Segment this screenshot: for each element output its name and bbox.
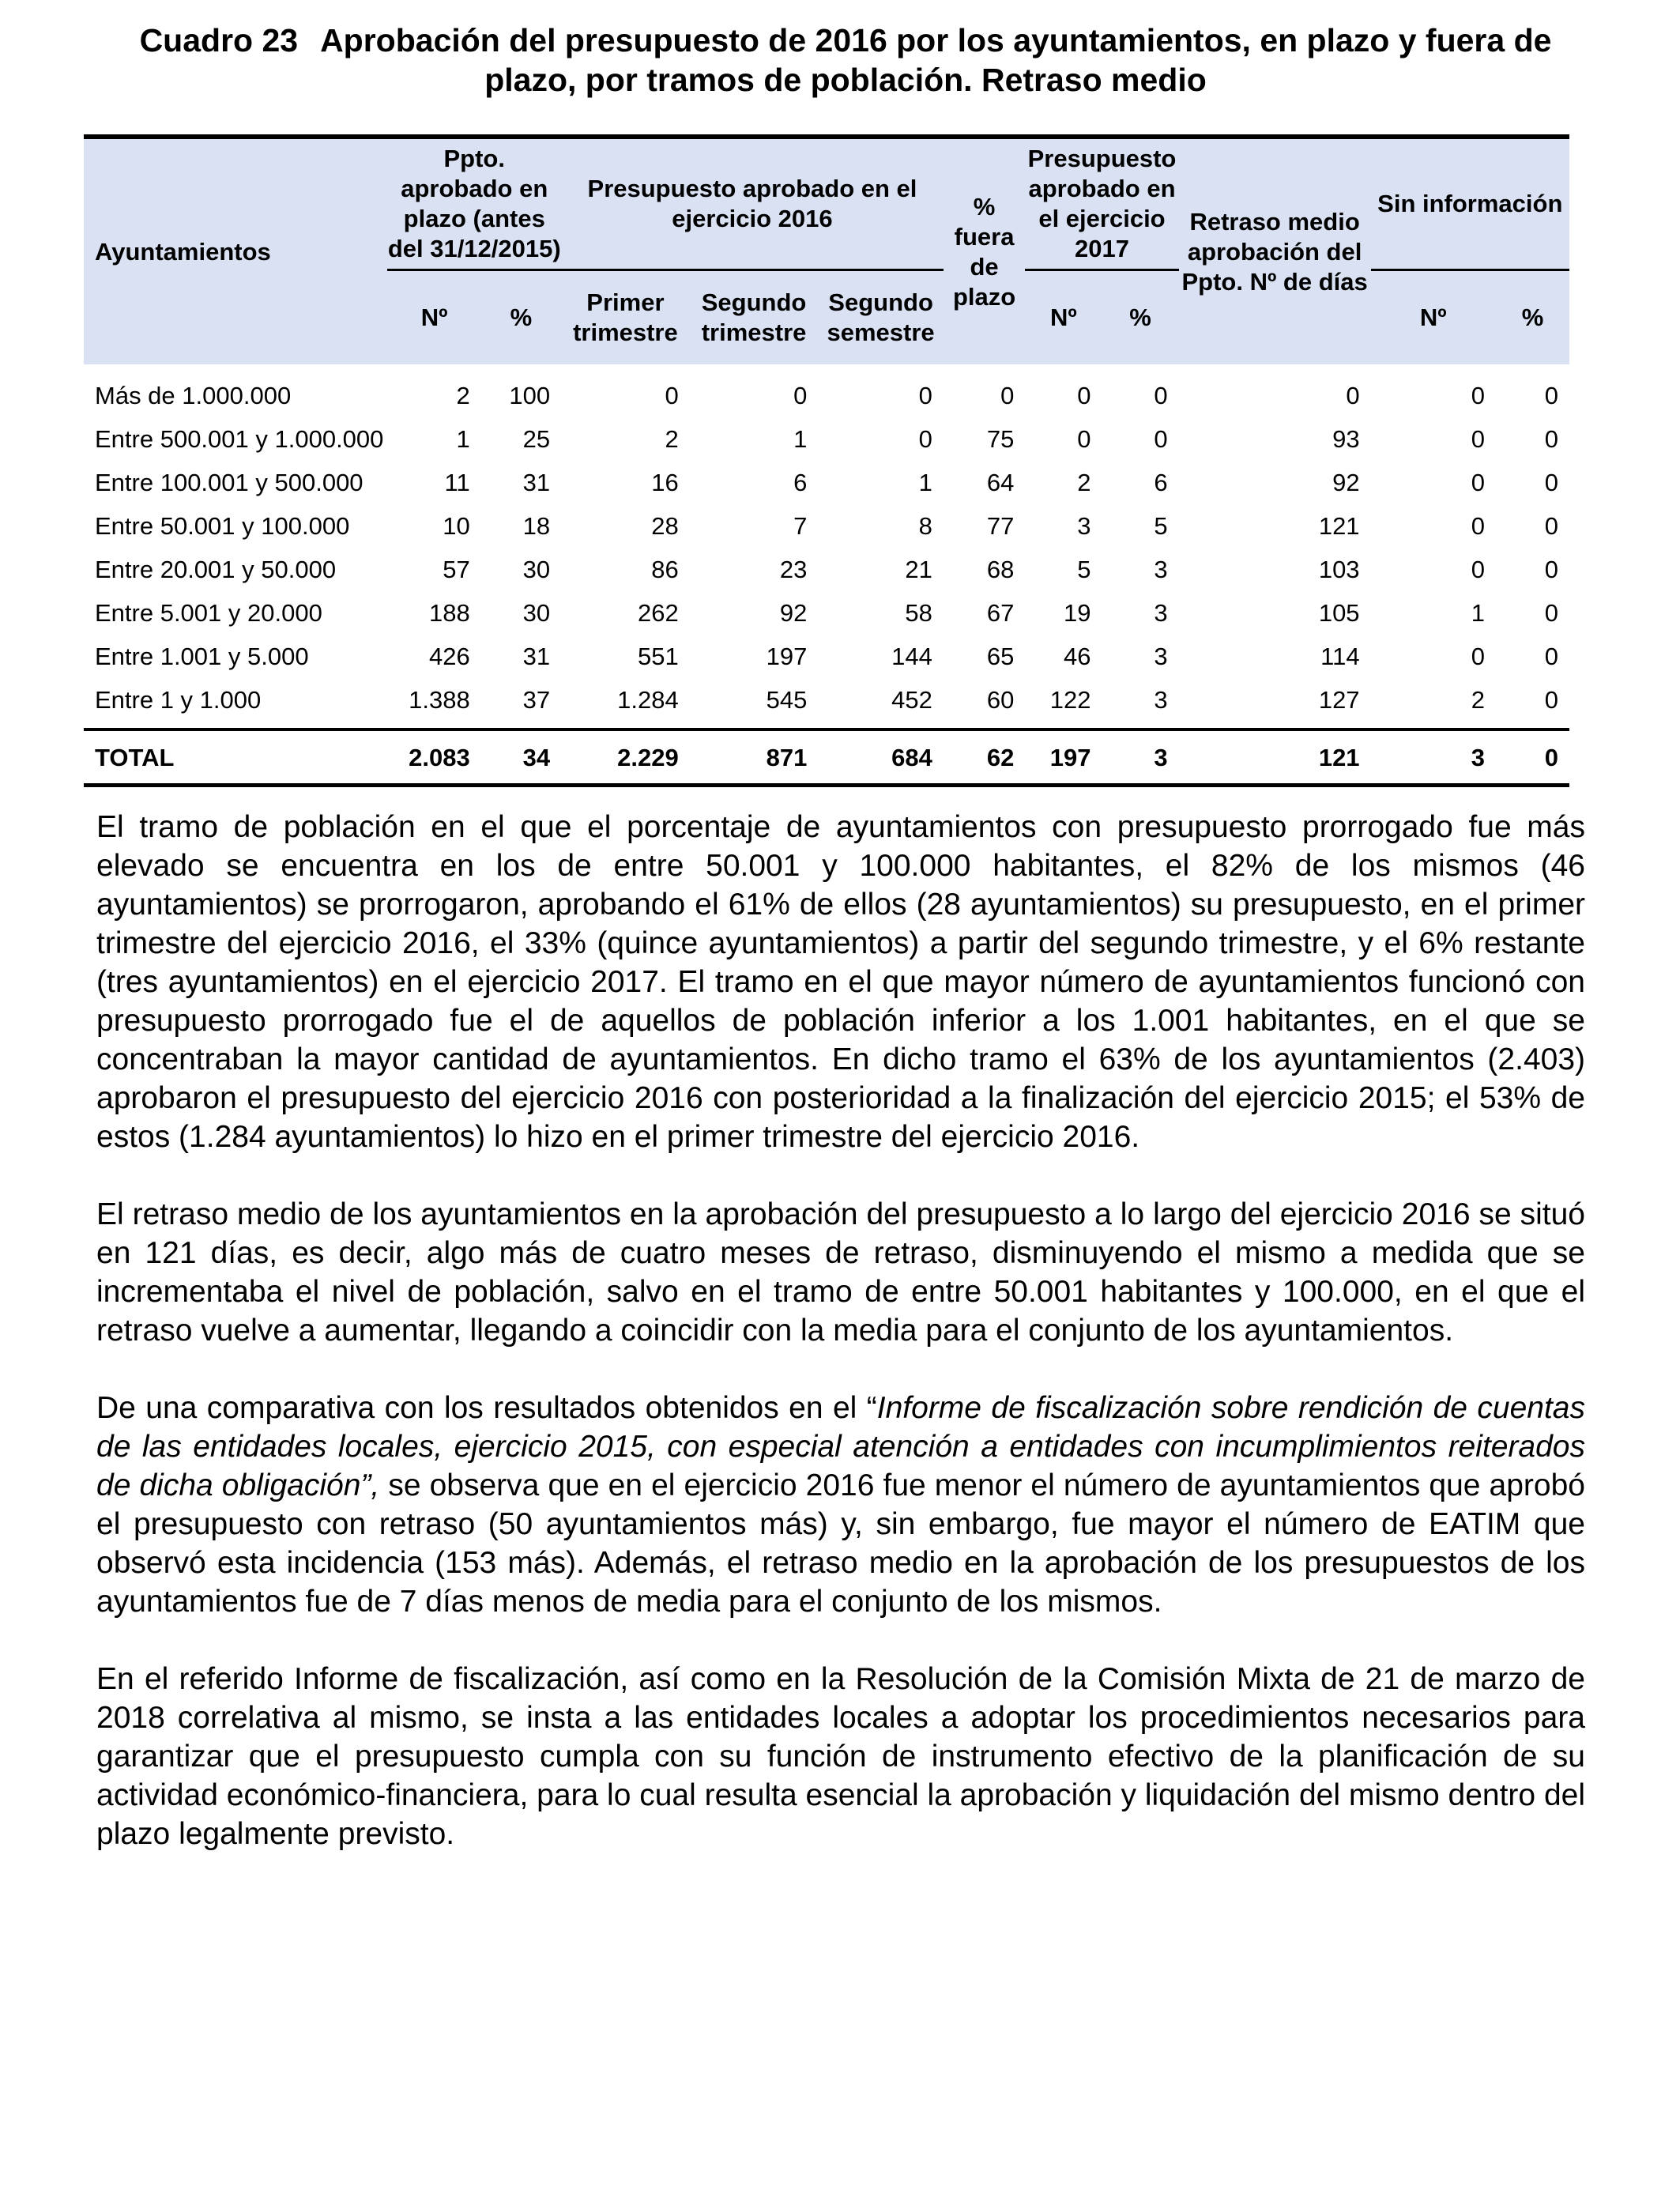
budget-approval-table bbox=[84, 134, 1569, 787]
header-n: Nº bbox=[1050, 303, 1077, 331]
cell: 86 bbox=[651, 556, 679, 583]
cell: 92 bbox=[779, 599, 808, 627]
cell: 30 bbox=[522, 556, 551, 583]
cell: 23 bbox=[779, 556, 808, 583]
header-retraso: Retraso medio aprobación del Ppto. Nº de días bbox=[1179, 137, 1371, 364]
cell: 6 bbox=[1154, 469, 1168, 496]
row-label: Entre 1 y 1.000 bbox=[95, 686, 262, 714]
cell: 121 bbox=[1179, 729, 1371, 786]
paragraph-4: En el referido Informe de fiscalización, así como en la Resolución de la Comisión Mixta de 21 de marzo de 2018 correlativa al mismo, se insta a las entidades locales a adoptar los procedimientos necesarios para garantizar que el presupuesto cumpla con su función de instrumento efectivo de la planificación de su actividad económico-financiera, para lo cual resulta esencial la aprobación y liquidación del mismo dentro del plazo legalmente previsto. bbox=[96, 1662, 1585, 1851]
header-pct-fuera: % fuera de plazo bbox=[944, 137, 1026, 364]
cell: 871 bbox=[690, 729, 819, 786]
header-pct: % bbox=[510, 303, 533, 331]
header-ayuntamientos: Ayuntamientos bbox=[84, 137, 387, 364]
budget-table-container bbox=[84, 134, 1569, 787]
row-label: Entre 1.001 y 5.000 bbox=[95, 643, 309, 670]
cell: 0 bbox=[1154, 425, 1168, 453]
total-row bbox=[84, 729, 1569, 786]
cell: 5 bbox=[1154, 512, 1168, 540]
cell: 37 bbox=[522, 686, 551, 714]
cell: 46 bbox=[1064, 643, 1091, 670]
cell: 34 bbox=[481, 729, 561, 786]
cell: 28 bbox=[651, 512, 679, 540]
cell: 262 bbox=[638, 599, 679, 627]
cell: 3 bbox=[1371, 729, 1496, 786]
cell: 0 bbox=[1471, 469, 1485, 496]
cell: 2.229 bbox=[561, 729, 690, 786]
cell: 2 bbox=[1077, 469, 1091, 496]
row-label: Entre 100.001 y 500.000 bbox=[95, 469, 363, 496]
cell: 426 bbox=[428, 643, 470, 670]
cell: 197 bbox=[1025, 729, 1102, 786]
cell: 545 bbox=[766, 686, 808, 714]
table-row bbox=[84, 461, 1569, 504]
cell: 3 bbox=[1154, 599, 1168, 627]
cell: 0 bbox=[918, 425, 932, 453]
cell: 3 bbox=[1154, 686, 1168, 714]
cell: 3 bbox=[1154, 643, 1168, 670]
table-row bbox=[84, 678, 1569, 729]
cell: 31 bbox=[522, 469, 551, 496]
cell: 10 bbox=[443, 512, 470, 540]
cell: 11 bbox=[444, 469, 470, 496]
cell: 103 bbox=[1318, 556, 1360, 583]
header-sin-info: Sin información bbox=[1371, 137, 1569, 270]
report-title: Informe de fiscalización sobre rendición de cuentas de las entidades locales, ejercicio 2015, con especial atención a entidades con incumplimientos reiterados de dicha obligación”, bbox=[96, 1391, 1585, 1502]
cell: 2 bbox=[665, 425, 679, 453]
cell: 0 bbox=[1471, 382, 1485, 409]
table-row bbox=[84, 635, 1569, 678]
cell: 1.284 bbox=[617, 686, 679, 714]
cell: 3 bbox=[1154, 556, 1168, 583]
header-pct: % bbox=[1521, 303, 1544, 331]
table-row bbox=[84, 591, 1569, 635]
table-row bbox=[84, 504, 1569, 548]
cell: 551 bbox=[638, 643, 679, 670]
table-caption bbox=[95, 21, 1596, 100]
cell: 16 bbox=[651, 469, 679, 496]
table-row bbox=[84, 417, 1569, 461]
cell: 93 bbox=[1332, 425, 1360, 453]
cell: 0 bbox=[1544, 512, 1558, 540]
paragraph-3 bbox=[96, 1389, 1585, 1621]
cell: 452 bbox=[891, 686, 932, 714]
cell: 18 bbox=[522, 512, 551, 540]
cell: 684 bbox=[818, 729, 943, 786]
cell: 105 bbox=[1318, 599, 1360, 627]
paragraph-2: El retraso medio de los ayuntamientos en la aprobación del presupuesto a lo largo del ejercicio 2016 se situó en 121 días, es decir, algo más de cuatro meses de retraso, disminuyendo el mismo a medida que se incrementaba el nivel de población, salvo en el tramo de entre 50.001 habitantes y 100.000, en el que el retraso vuelve a aumentar, llegando a coincidir con la media para el conjunto de los ayuntamientos. bbox=[96, 1197, 1585, 1348]
cell: 0 bbox=[1496, 729, 1569, 786]
cell: 1 bbox=[793, 425, 808, 453]
cell: 144 bbox=[891, 643, 932, 670]
cell: 0 bbox=[1346, 382, 1360, 409]
table-row bbox=[84, 374, 1569, 417]
cell: 25 bbox=[522, 425, 551, 453]
header-ppto-plazo: Ppto. aprobado en plazo (antes del 31/12/2015) bbox=[387, 137, 561, 270]
cell: 122 bbox=[1049, 686, 1091, 714]
row-label: Más de 1.000.000 bbox=[95, 382, 292, 409]
cell: 0 bbox=[665, 382, 679, 409]
cell: 68 bbox=[986, 556, 1015, 583]
cell: 0 bbox=[1471, 556, 1485, 583]
cell: 114 bbox=[1320, 643, 1360, 670]
cell: 1 bbox=[1471, 599, 1485, 627]
cell: 8 bbox=[918, 512, 932, 540]
cell: 67 bbox=[986, 599, 1015, 627]
cell: 127 bbox=[1318, 686, 1360, 714]
header-ppto-2016: Presupuesto aprobado en el ejercicio 2016 bbox=[561, 137, 944, 270]
cell: 0 bbox=[1000, 382, 1015, 409]
cell: 121 bbox=[1318, 512, 1360, 540]
cell: 0 bbox=[1544, 643, 1558, 670]
row-label: Entre 50.001 y 100.000 bbox=[95, 512, 350, 540]
cell: 2.083 bbox=[387, 729, 480, 786]
paragraph-3-end: se observa que en el ejercicio 2016 fue menor el número de ayuntamientos que aprobó el presupuesto con retraso (50 ayuntamientos más) y, sin embargo, fue mayor el número de EATIM que observó esta incidencia (153 más). Además, el retraso medio en la aprobación de los presupuestos de los ayuntamientos fue de 7 días menos de media para el conjunto de los mismos. bbox=[96, 1468, 1585, 1619]
caption-title: Aprobación del presupuesto de 2016 por los ayuntamientos, en plazo y fuera de plazo, por tramos de población. Retraso medio bbox=[320, 22, 1552, 98]
cell: 188 bbox=[428, 599, 470, 627]
cell: 30 bbox=[522, 599, 551, 627]
cell: 0 bbox=[1471, 512, 1485, 540]
cell: 3 bbox=[1077, 512, 1091, 540]
total-label: TOTAL bbox=[84, 729, 387, 786]
header-segundo-trimestre: Segundo trimestre bbox=[701, 288, 807, 346]
header-ppto-2017: Presupuesto aprobado en el ejercicio 2017 bbox=[1025, 137, 1178, 270]
cell: 60 bbox=[986, 686, 1015, 714]
row-label: Entre 20.001 y 50.000 bbox=[95, 556, 337, 583]
header-primer-trimestre: Primer trimestre bbox=[573, 288, 678, 346]
cell: 64 bbox=[986, 469, 1015, 496]
cell: 5 bbox=[1077, 556, 1091, 583]
cell: 19 bbox=[1064, 599, 1091, 627]
cell: 7 bbox=[793, 512, 808, 540]
header-pct: % bbox=[1129, 303, 1151, 331]
cell: 0 bbox=[1471, 643, 1485, 670]
cell: 0 bbox=[1077, 382, 1091, 409]
cell: 0 bbox=[1154, 382, 1168, 409]
cell: 92 bbox=[1332, 469, 1360, 496]
header-n: Nº bbox=[420, 303, 448, 331]
cell: 0 bbox=[1544, 469, 1558, 496]
cell: 1 bbox=[918, 469, 932, 496]
caption-number: Cuadro 23 bbox=[139, 22, 299, 58]
cell: 1.388 bbox=[409, 686, 470, 714]
cell: 0 bbox=[918, 382, 932, 409]
cell: 0 bbox=[1544, 599, 1558, 627]
cell: 62 bbox=[944, 729, 1026, 786]
cell: 0 bbox=[1544, 556, 1558, 583]
cell: 77 bbox=[986, 512, 1015, 540]
cell: 58 bbox=[905, 599, 932, 627]
header-n: Nº bbox=[1419, 303, 1447, 331]
cell: 2 bbox=[1471, 686, 1485, 714]
cell: 197 bbox=[766, 643, 808, 670]
table-row bbox=[84, 548, 1569, 591]
header-row-1 bbox=[84, 137, 1569, 270]
cell: 65 bbox=[986, 643, 1015, 670]
cell: 0 bbox=[793, 382, 808, 409]
cell: 0 bbox=[1077, 425, 1091, 453]
cell: 0 bbox=[1544, 425, 1558, 453]
row-label: Entre 5.001 y 20.000 bbox=[95, 599, 322, 627]
cell: 31 bbox=[522, 643, 551, 670]
cell: 57 bbox=[443, 556, 470, 583]
header-segundo-semestre: Segundo semestre bbox=[827, 288, 935, 346]
table-body bbox=[84, 374, 1569, 729]
cell: 21 bbox=[905, 556, 932, 583]
cell: 100 bbox=[509, 382, 551, 409]
cell: 6 bbox=[793, 469, 808, 496]
cell: 75 bbox=[986, 425, 1015, 453]
body-text bbox=[96, 808, 1585, 1892]
cell: 0 bbox=[1544, 686, 1558, 714]
cell: 2 bbox=[456, 382, 470, 409]
paragraph-1: El tramo de población en el que el porcentaje de ayuntamientos con presupuesto prorrogado fue más elevado se encuentra en los de entre 50.001 y 100.000 habitantes, el 82% de los mismos (46 ayuntamientos) se prorrogaron, aprobando el 61% de ellos (28 ayuntamientos) su presupuesto, en el primer trimestre del ejercicio 2016, el 33% (quince ayuntamientos) a partir del segundo trimestre, y el 6% restante (tres ayuntamientos) en el ejercicio 2017. El tramo en el que mayor número de ayuntamientos funcionó con presupuesto prorrogado fue el de aquellos de población inferior a los 1.001 habitantes, en el que se concentraban la mayor cantidad de ayuntamientos. En dicho tramo el 63% de los ayuntamientos (2.403) aprobaron el presupuesto del ejercicio 2016 con posterioridad a la finalización del ejercicio 2015; el 53% de estos (1.284 ayuntamientos) lo hizo en el primer trimestre del ejercicio 2016. bbox=[96, 810, 1585, 1154]
cell: 0 bbox=[1544, 382, 1558, 409]
paragraph-3-start: De una comparativa con los resultados obtenidos en el “ bbox=[96, 1391, 877, 1425]
cell: 0 bbox=[1471, 425, 1485, 453]
cell: 3 bbox=[1102, 729, 1178, 786]
cell: 1 bbox=[456, 425, 470, 453]
row-label: Entre 500.001 y 1.000.000 bbox=[95, 425, 384, 453]
